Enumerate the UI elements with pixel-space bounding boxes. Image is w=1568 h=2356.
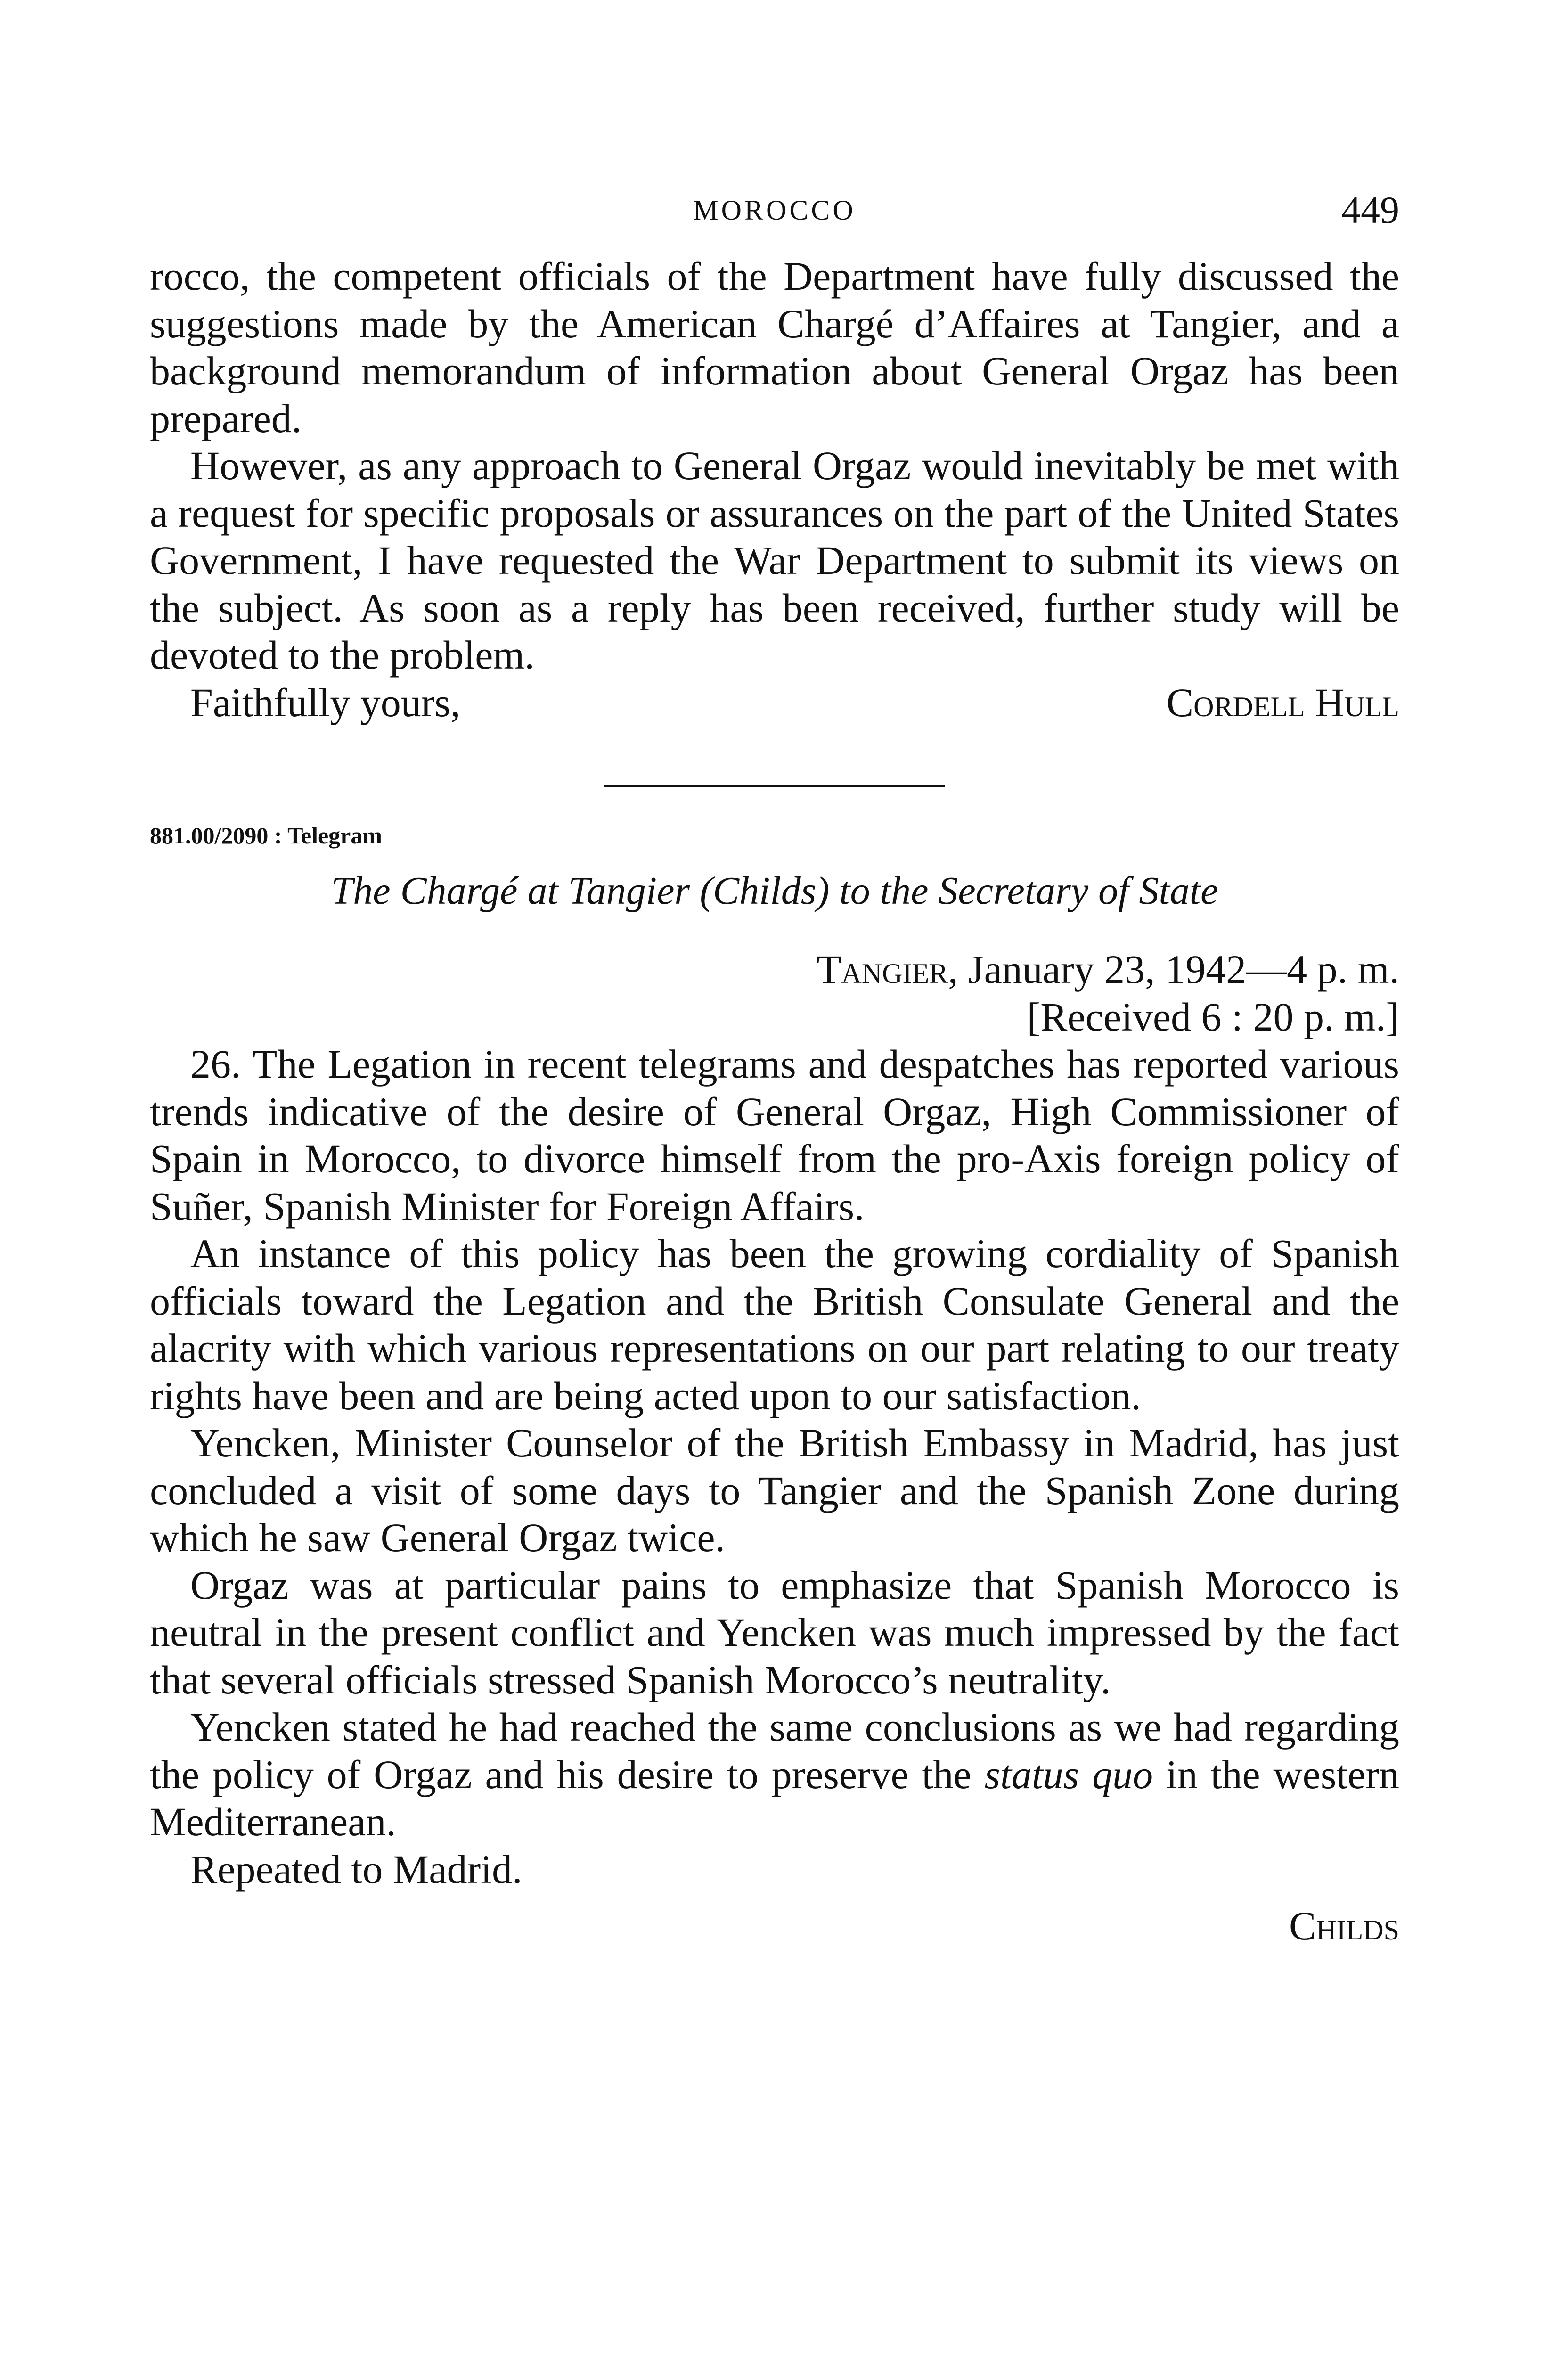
- telegram-paragraph-3: Yencken, Minister Counselor of the British Embassy in Madrid, has just concluded a visit of some days to Tangier and the Spanish Zone during which he saw General Orgaz twice.: [150, 1420, 1399, 1560]
- telegram-paragraph-5: [150, 1703, 1399, 1846]
- letter-paragraph-2: However, as any approach to General Orgaz would inevitably be met with a request for specific proposals or assurances on the part of the United States Government, I have requested the War Department to submit its views on the subject. As soon as a reply has been received, further study will be devoted to the problem.: [150, 443, 1399, 678]
- running-head: [150, 188, 1399, 232]
- telegram-paragraph-6: Repeated to Madrid.: [190, 1846, 523, 1892]
- status-quo-italic: status quo: [984, 1751, 1153, 1797]
- section-divider: [604, 785, 945, 787]
- letter-closing: Faithfully yours,: [190, 679, 461, 725]
- document-page: [150, 188, 1399, 1950]
- telegram-paragraph-1: 26. The Legation in recent telegrams and despatches has reported various trends indicative of the desire of General Orgaz, High Commissioner of Spain in Morocco, to divorce himself from the pro-Axis foreign policy of Suñer, Spanish Minister for Foreign Affairs.: [150, 1041, 1399, 1229]
- paragraph-5-end: in the western Mediterranean.: [150, 1751, 1399, 1844]
- paragraph-5-start: Yencken stated he had reached the same conclusions as we had regarding the policy of Orgaz and his desire to preserve the: [150, 1704, 1399, 1797]
- dateline: [150, 946, 1399, 993]
- file-reference: 881.00/2090 : Telegram: [150, 822, 383, 849]
- letter-paragraph-1: rocco, the competent officials of the Department have fully discussed the suggestions made by the American Chargé d’Affaires at Tangier, and a background memorandum of information about General Orgaz has been prepared.: [150, 254, 1399, 441]
- telegram-signature: Childs: [1289, 1903, 1399, 1948]
- telegram-paragraph-2: An instance of this policy has been the growing cordiality of Spanish officials toward the Legation and the British Consulate General and the alacrity with which various representations on our part relating to our treaty rights have been and are being acted upon to our satisfaction.: [150, 1231, 1399, 1418]
- letter-signature: Cordell Hull: [1166, 679, 1399, 725]
- letter-closing-row: [150, 679, 1399, 727]
- running-head-title: MOROCCO: [693, 195, 856, 226]
- document-heading: The Chargé at Tangier (Childs) to the Secretary of State: [331, 869, 1218, 913]
- dateline-date: January 23, 1942—4 p. m.: [958, 947, 1399, 992]
- page-number: 449: [1341, 188, 1399, 231]
- telegram-paragraph-4: Orgaz was at particular pains to emphasize that Spanish Morocco is neutral in the present conflict and Yencken was much impressed by the fact that several officials stressed Spanish Morocco’s neutrality.: [150, 1562, 1399, 1702]
- received-note: [Received 6 : 20 p. m.]: [1027, 994, 1399, 1039]
- dateline-place: Tangier,: [816, 947, 958, 992]
